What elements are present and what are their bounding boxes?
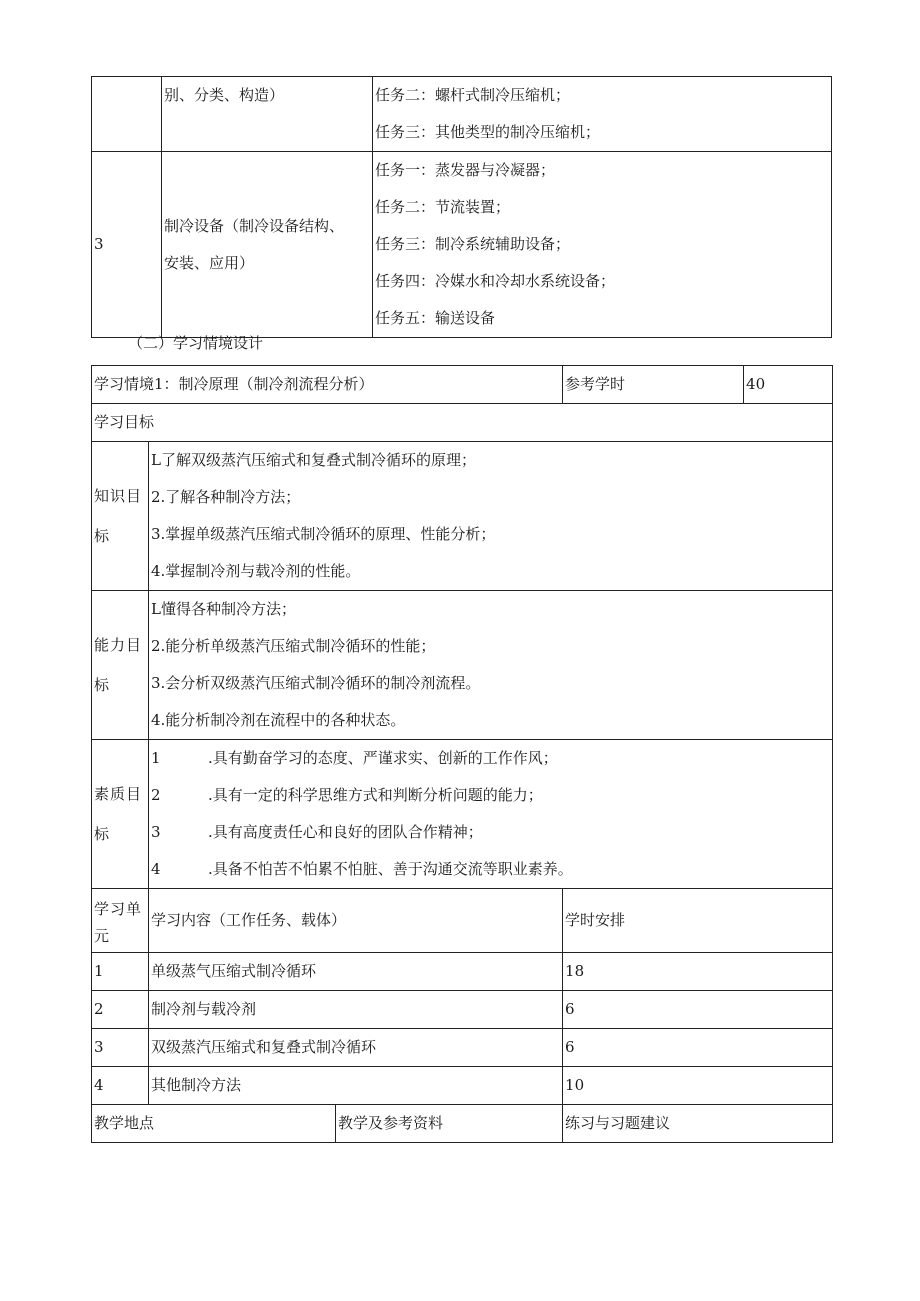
goals-header-row [92, 404, 833, 442]
unit-content-cell: 制冷剂与载冷剂 [149, 991, 563, 1029]
situation-row [92, 366, 833, 404]
content-cell: 别、分类、构造） [162, 77, 373, 152]
quality-label-cell: 素质目 标 [92, 740, 149, 889]
materials-cell: 教学及参考资料 [336, 1105, 563, 1143]
list-item: L懂得各种制冷方法； [151, 600, 296, 618]
content-header-cell: 学习内容（工作任务、载体） [149, 889, 563, 953]
knowledge-goals-row [92, 442, 833, 591]
list-item: 3.会分析双级蒸汽压缩式制冷循环的制冷剂流程。 [151, 674, 481, 692]
list-item: 1 .具有勤奋学习的态度、严谨求实、创新的工作作风； [151, 749, 558, 767]
table-row [92, 77, 832, 152]
table-row [92, 953, 833, 991]
task-line: 任务三：其他类型的制冷压缩机； [375, 123, 601, 141]
ability-label-cell: 能力目 标 [92, 591, 149, 740]
table-row [92, 991, 833, 1029]
task-line: 任务一：蒸发器与冷凝器； [375, 161, 556, 179]
section-title: （二）学习情境设计 [128, 334, 264, 352]
list-item: 4 .具备不怕苦不怕累不怕脏、善于沟通交流等职业素养。 [151, 860, 573, 878]
course-content-table [91, 76, 832, 338]
quality-items-cell [149, 740, 833, 889]
knowledge-items-cell [149, 442, 833, 591]
tasks-cell [373, 77, 832, 152]
quality-goals-row [92, 740, 833, 889]
unit-content-cell: 单级蒸气压缩式制冷循环 [149, 953, 563, 991]
unit-hours-cell: 18 [563, 953, 833, 991]
unit-cell: 3 [92, 1029, 149, 1067]
hours-value-cell: 40 [744, 366, 833, 404]
unit-header-cell: 学习单 元 [92, 889, 149, 953]
unit-hours-cell: 10 [563, 1067, 833, 1105]
tasks-cell [373, 152, 832, 338]
goals-label-cell: 学习目标 [92, 404, 833, 442]
list-item: 2.能分析单级蒸汽压缩式制冷循环的性能； [151, 637, 436, 655]
exercises-cell: 练习与习题建议 [563, 1105, 833, 1143]
unit-cell: 1 [92, 953, 149, 991]
ability-items-cell [149, 591, 833, 740]
list-item: 4.掌握制冷剂与载冷剂的性能。 [151, 562, 361, 580]
table-row [92, 1029, 833, 1067]
unit-hours-cell: 6 [563, 991, 833, 1029]
list-item: 3.掌握单级蒸汽压缩式制冷循环的原理、性能分析； [151, 525, 496, 543]
list-item: 3 .具有高度责任心和良好的团队合作精神； [151, 823, 483, 841]
footer-row [92, 1105, 833, 1143]
unit-cell: 4 [92, 1067, 149, 1105]
content-cell: 制冷设备（制冷设备结构、 安装、应用） [162, 152, 373, 338]
table-row [92, 152, 832, 338]
task-line: 任务二：螺杆式制冷压缩机； [375, 86, 571, 104]
list-item: 2.了解各种制冷方法； [151, 488, 301, 506]
units-header-row [92, 889, 833, 953]
hours-label-cell: 参考学时 [563, 366, 744, 404]
location-cell: 教学地点 [92, 1105, 336, 1143]
unit-content-cell: 其他制冷方法 [149, 1067, 563, 1105]
task-line: 任务三：制冷系统辅助设备； [375, 235, 571, 253]
ability-goals-row [92, 591, 833, 740]
situation-design-table [91, 365, 833, 1143]
list-item: 2 .具有一定的科学思维方式和判断分析问题的能力； [151, 786, 543, 804]
task-line: 任务二：节流装置； [375, 198, 511, 216]
hours-header-cell: 学时安排 [563, 889, 833, 953]
unit-content-cell: 双级蒸汽压缩式和复叠式制冷循环 [149, 1029, 563, 1067]
row-number-cell [92, 77, 162, 152]
unit-cell: 2 [92, 991, 149, 1029]
list-item: L了解双级蒸汽压缩式和复叠式制冷循环的原理； [151, 451, 476, 469]
list-item: 4.能分析制冷剂在流程中的各种状态。 [151, 711, 406, 729]
unit-hours-cell: 6 [563, 1029, 833, 1067]
row-number-cell: 3 [92, 152, 162, 338]
table-row [92, 1067, 833, 1105]
situation-title-cell: 学习情境1：制冷原理（制冷剂流程分析） [92, 366, 563, 404]
knowledge-label-cell: 知识目 标 [92, 442, 149, 591]
task-line: 任务五：输送设备 [375, 309, 496, 327]
task-line: 任务四：冷媒水和冷却水系统设备； [375, 272, 616, 290]
